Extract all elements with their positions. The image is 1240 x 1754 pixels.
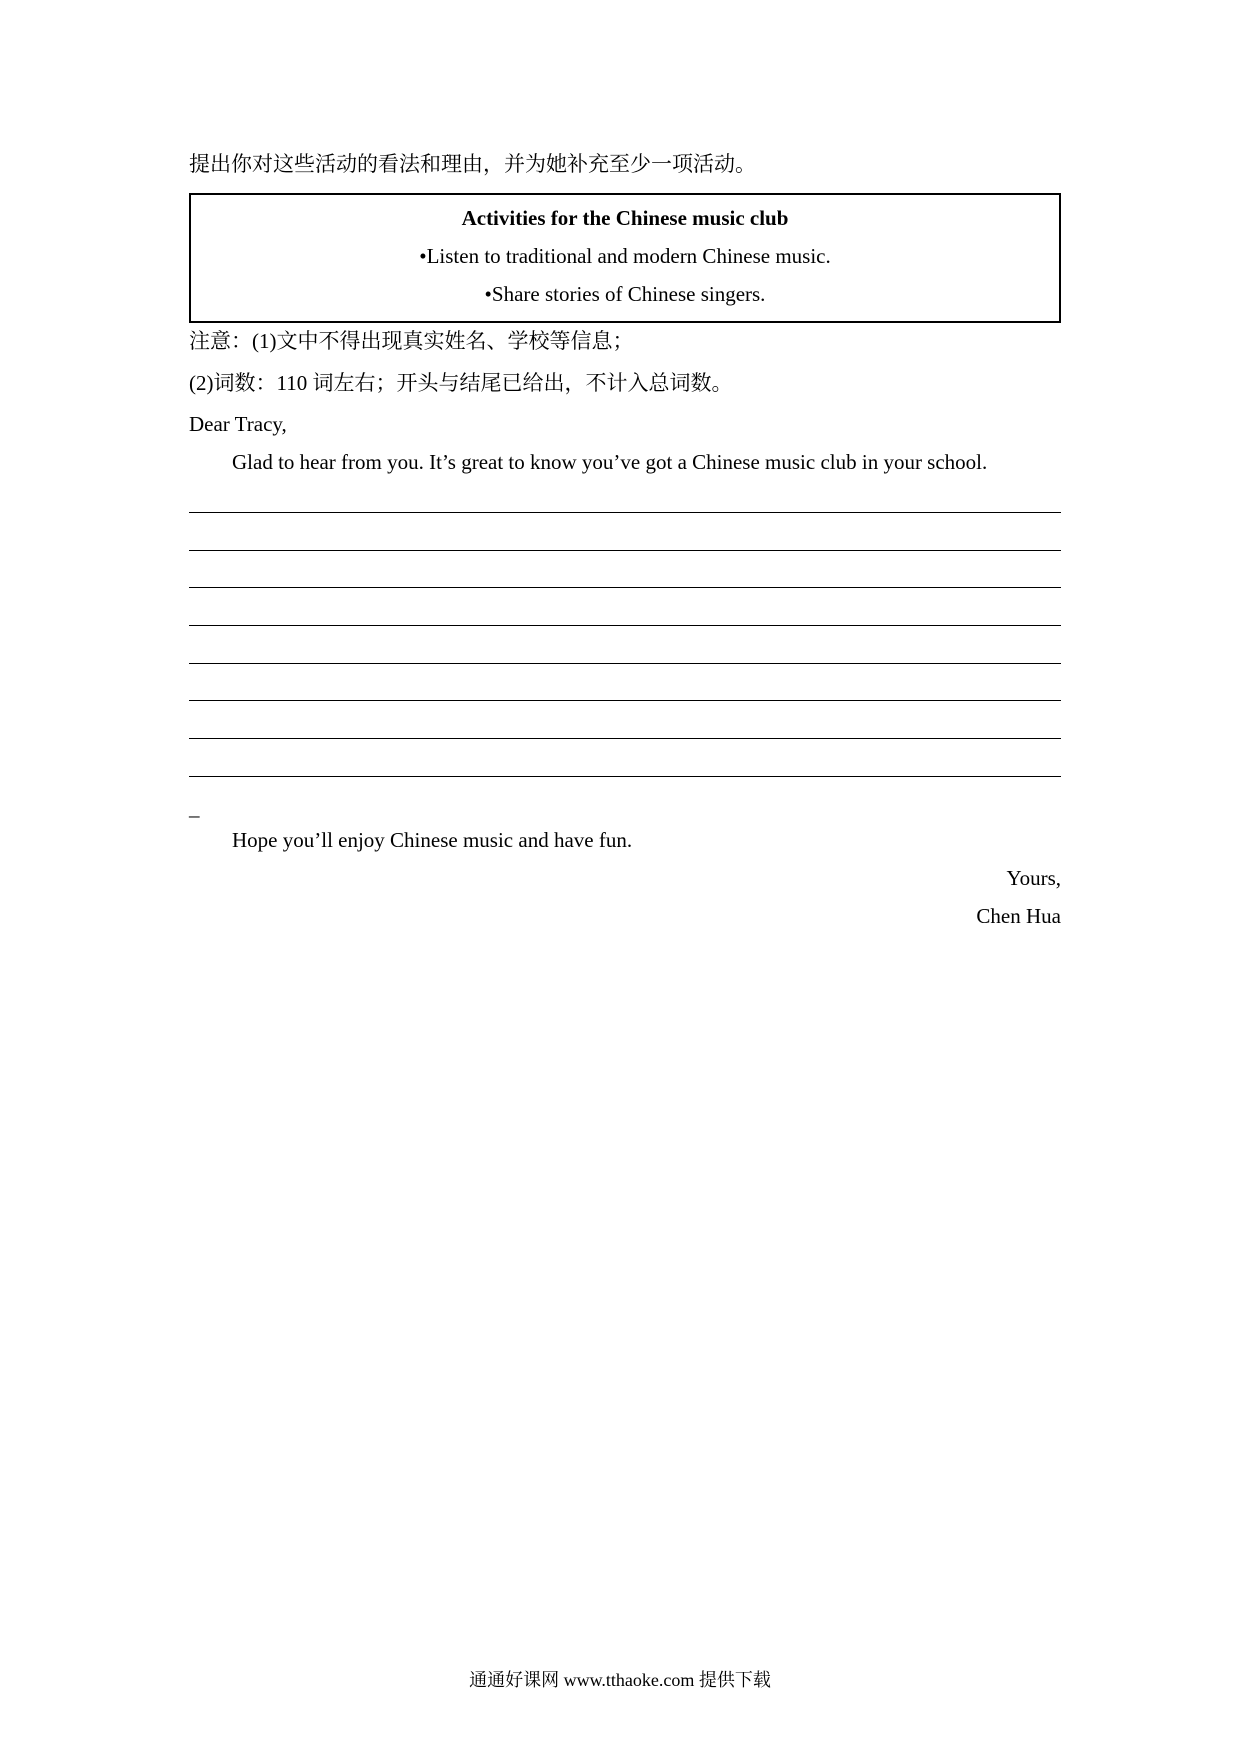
footer-credit: 通通好课网 www.tthaoke.com 提供下载 [469,1670,771,1690]
letter-signature: Chen Hua [976,904,1061,928]
activities-box-title: Activities for the Chinese music club [461,206,789,230]
note-line: 注意：(1)文中不得出现真实姓名、学校等信息； [189,329,634,353]
note-line: (2)词数：110 词左右；开头与结尾已给出，不计入总词数。 [189,371,733,395]
instruction-text: 提出你对这些活动的看法和理由，并为她补充至少一项活动。 [189,152,756,176]
letter-signoff: Yours, [1006,866,1061,890]
writing-line[interactable] [189,738,1061,739]
writing-line[interactable] [189,512,1061,513]
writing-line[interactable] [189,700,1061,701]
letter-closing: Hope you’ll enjoy Chinese music and have fun. [232,828,633,852]
letter-opening: Glad to hear from you. It’s great to know you’ve got a Chinese music club in your school. [232,450,988,474]
writing-line[interactable] [189,550,1061,551]
activity-item: •Share stories of Chinese singers. [484,282,766,306]
activities-box [189,193,1061,323]
letter-salutation: Dear Tracy, [189,412,287,436]
writing-line[interactable] [189,625,1061,626]
stray-mark: _ [189,796,200,820]
writing-line[interactable] [189,587,1061,588]
activity-item: •Listen to traditional and modern Chinese music. [419,244,831,268]
writing-line[interactable] [189,663,1061,664]
writing-line[interactable] [189,776,1061,777]
